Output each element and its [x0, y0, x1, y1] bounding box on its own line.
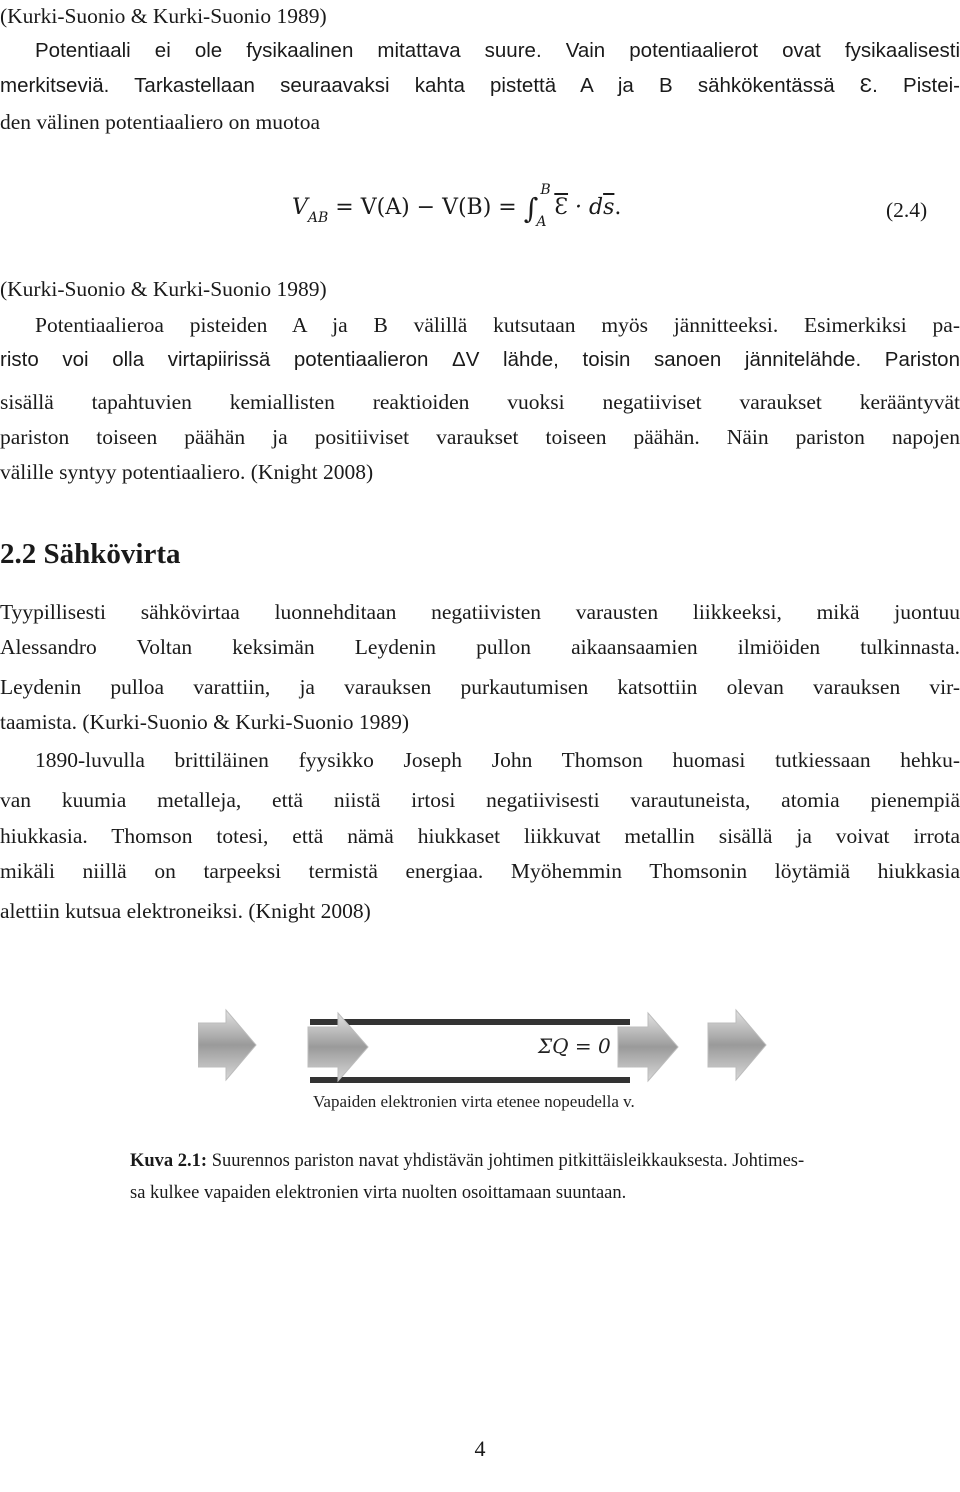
- arrow-icon: [198, 1010, 256, 1080]
- citation-line: (Kurki-Suonio & Kurki-Suonio 1989): [0, 4, 327, 28]
- paragraph-line: pariston toiseen päähän ja positiiviset varaukset toiseen päähän. Näin pariston napojen: [0, 425, 960, 449]
- paragraph-line: sisällä tapahtuvien kemiallisten reaktioiden vuoksi negatiiviset varaukset kerääntyvät: [0, 390, 960, 414]
- paragraph-line: välille syntyy potentiaaliero. (Knight 2008): [0, 460, 374, 484]
- paragraph-line: van kuumia metalleja, että niistä irtosi negatiivisesti varautuneista, atomia pienempiä: [0, 788, 960, 812]
- equation: $V_{AB} = V(A) - V(B)$ = ∫ B A $\overline{Ɛ} \cdot d\overline{s}$.: [292, 182, 622, 230]
- conductor-top-wall: [310, 1019, 630, 1025]
- paragraph-line: risto voi olla virtapiirissä potentiaalieron ΔV lähde, toisin sanoen jännitelähde. Pariston: [0, 348, 960, 371]
- paragraph-line: Leydenin pulloa varattiin, ja varauksen purkautumisen katsottiin olevan varauksen vir-: [0, 675, 960, 699]
- integral-limits: B A: [536, 182, 551, 230]
- paragraph-line: Potentiaalieroa pisteiden A ja B välillä kutsutaan myös jännitteeksi. Esimerkiksi pa-: [35, 313, 960, 337]
- citation-line: (Kurki-Suonio & Kurki-Suonio 1989): [0, 277, 327, 301]
- paragraph-line: alettiin kutsua elektroneiksi. (Knight 2008): [0, 899, 371, 923]
- section-heading: 2.2 Sähkövirta: [0, 538, 181, 570]
- figure-conductor: [198, 1005, 768, 1115]
- figure-caption: Kuva 2.1: Suurennos pariston navat yhdistävän johtimen pitkittäisleikkauksesta. Johtimes-: [130, 1151, 805, 1171]
- arrow-icon: [708, 1010, 766, 1080]
- conductor-diagram: [198, 1005, 768, 1115]
- figure-caption: sa kulkee vapaiden elektronien virta nuolten osoittamaan suuntaan.: [130, 1183, 627, 1203]
- paragraph-line: Potentiaali ei ole fysikaalinen mitattava suure. Vain potentiaalierot ovat fysikaalisesti: [35, 39, 960, 62]
- conductor-bottom-wall: [310, 1077, 630, 1083]
- paragraph-line: den välinen potentiaaliero on muotoa: [0, 110, 321, 134]
- figure-sublabel: Vapaiden elektronien virta etenee nopeudella v.: [313, 1092, 635, 1111]
- paragraph-line: Tyypillisesti sähkövirtaa luonnehditaan negatiivisten varausten liikkeeksi, mikä juontuu: [0, 600, 960, 624]
- equation-number: (2.4): [886, 198, 928, 222]
- paragraph-line: merkitseviä. Tarkastellaan seuraavaksi kahta pistettä A ja B sähkökentässä Ɛ. Pistei-: [0, 74, 960, 97]
- paragraph-line: 1890-luvulla brittiläinen fyysikko Joseph John Thomson huomasi tutkiessaan hehku-: [35, 748, 960, 772]
- page-number: 4: [474, 1436, 486, 1461]
- paragraph-line: hiukkasia. Thomson totesi, että nämä hiukkaset liikkuvat metallin sisällä ja voivat irrota: [0, 824, 960, 848]
- paragraph-line: Alessandro Voltan keksimän Leydenin pullon aikaansaamien ilmiöiden tulkinnasta.: [0, 635, 960, 659]
- paragraph-line: mikäli niillä on tarpeeksi termistä energiaa. Myöhemmin Thomsonin löytämiä hiukkasia: [0, 859, 960, 883]
- integral-sign: ∫: [523, 192, 539, 225]
- paragraph-line: taamista. (Kurki-Suonio & Kurki-Suonio 1989): [0, 710, 410, 734]
- charge-sum-label: ΣQ = 0: [538, 1034, 611, 1058]
